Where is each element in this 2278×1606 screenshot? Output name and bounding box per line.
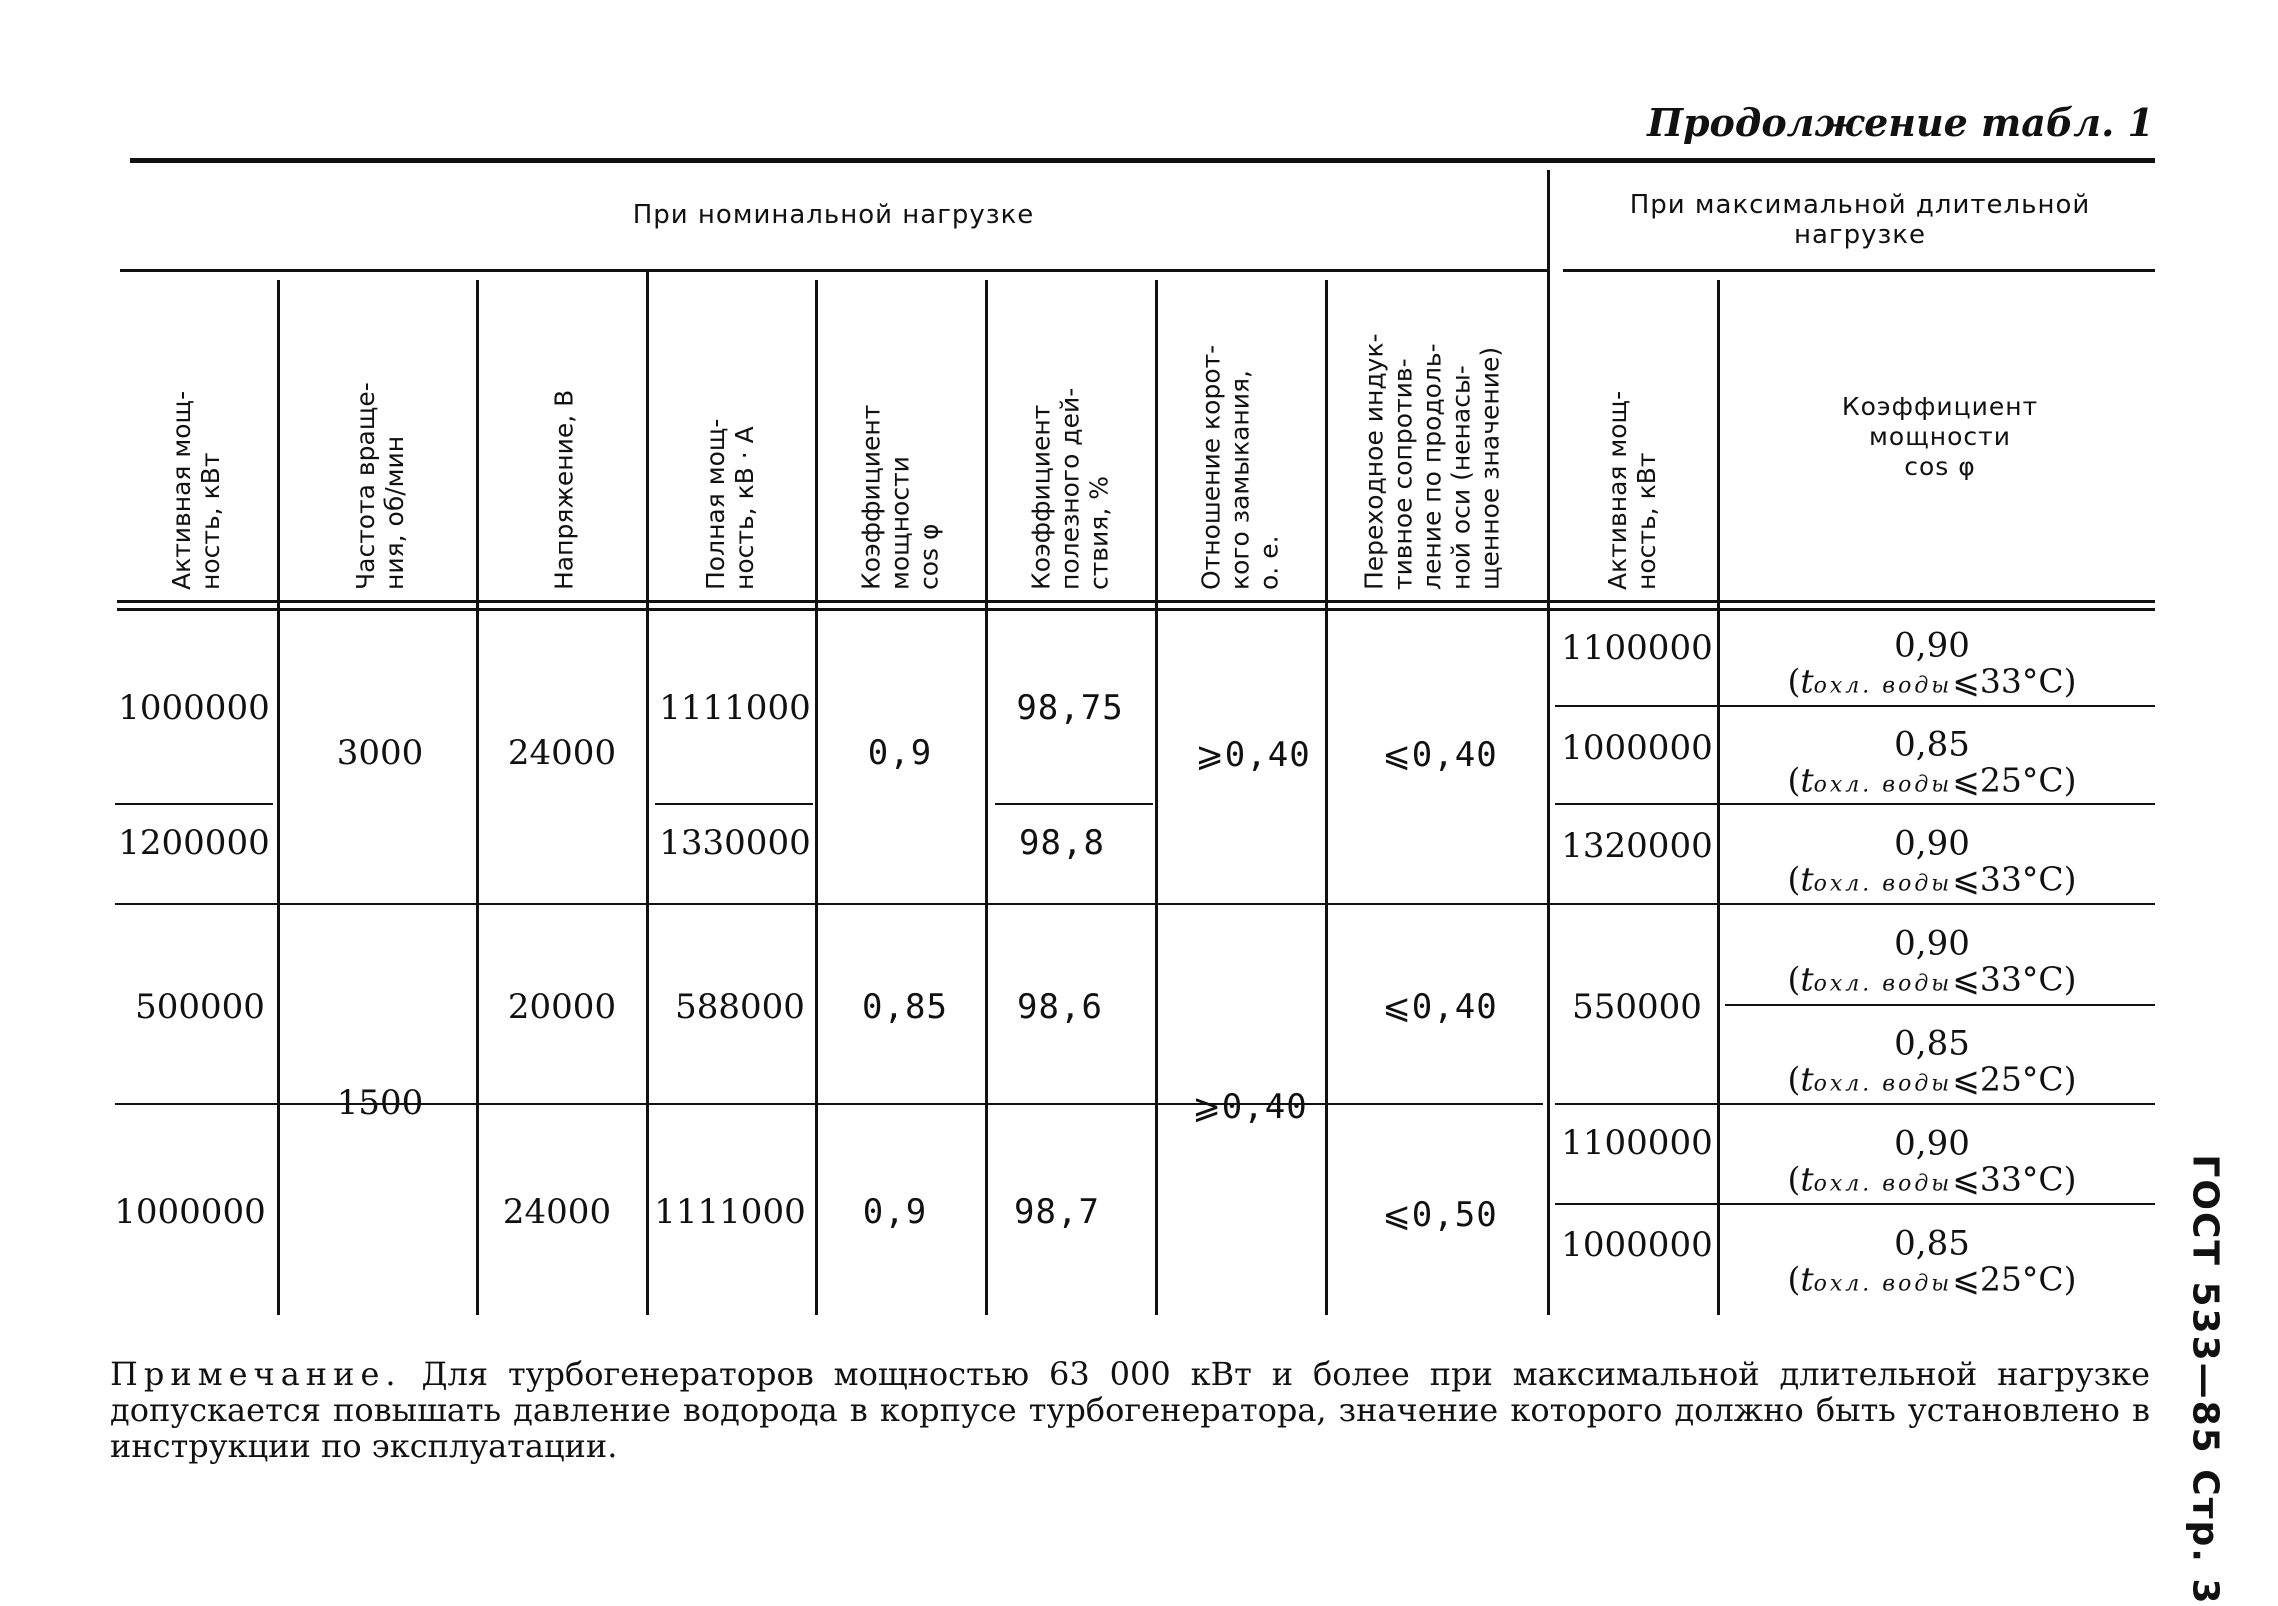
vline-7	[1325, 280, 1328, 1315]
group-header-max: При максимальной длительной нагрузке	[1629, 190, 2091, 250]
max-power-6: 1100000	[1561, 1123, 1713, 1163]
max-cos-value: 0,90	[1894, 625, 1970, 666]
nominal-power-3: 500000	[135, 987, 265, 1027]
rule-header-b	[117, 608, 2155, 611]
efficiency-1: 98,75	[1016, 688, 1124, 728]
rule-max-1	[1555, 705, 2155, 707]
max-power-1: 1100000	[1561, 628, 1713, 668]
col-header-cos-phi: Коэффициент мощности cos φ	[856, 404, 944, 590]
rule-row1-power	[115, 803, 273, 805]
group-header-nominal: При номинальной нагрузке	[632, 200, 1035, 230]
rule-max-4	[1725, 1004, 2155, 1006]
max-cos-value: 0,90	[1894, 1123, 1970, 1164]
vline-5	[985, 280, 988, 1315]
max-cos-value: 0,90	[1894, 823, 1970, 864]
voltage-3: 24000	[502, 1192, 612, 1232]
rule-group-max	[1563, 269, 2155, 272]
vline-2	[476, 280, 479, 1315]
col-header-scr: Отношение корот- кого замыкания, о. е.	[1196, 344, 1284, 590]
nominal-power-2: 1200000	[118, 823, 270, 863]
cos-phi-3: 0,9	[862, 1192, 928, 1232]
vline-6	[1155, 280, 1158, 1315]
apparent-1: 1111000	[659, 688, 811, 728]
col-header-max-cos: Коэффициент мощности cos φ	[1841, 392, 2039, 481]
col-header-voltage: Напряжение, В	[549, 389, 579, 590]
max-cos-value: 0,85	[1894, 1223, 1970, 1264]
rule-row1-eff	[995, 803, 1153, 805]
max-cos-2: 0,85 (tохл. воды⩽25°C)	[1787, 724, 2077, 800]
efficiency-4: 98,7	[1014, 1192, 1100, 1232]
table-note	[110, 1356, 2150, 1464]
rule-max-5	[1555, 1103, 2155, 1105]
cos-phi-2: 0,85	[862, 987, 948, 1027]
rule-header-a	[117, 600, 2155, 603]
apparent-4: 1111000	[654, 1192, 806, 1232]
max-power-4: 550000	[1572, 987, 1702, 1027]
rule-row1-apparent	[655, 803, 813, 805]
speed-1500: 1500	[336, 1083, 424, 1123]
voltage-2: 20000	[507, 987, 617, 1027]
max-cos-value: 0,90	[1894, 923, 1970, 964]
cos-phi-1: 0,9	[867, 733, 933, 773]
vline-4	[815, 280, 818, 1315]
efficiency-2: 98,8	[1019, 823, 1105, 863]
max-power-3: 1320000	[1561, 826, 1713, 866]
max-cos-value: 0,85	[1894, 724, 1970, 765]
max-cos-4: 0,90 (tохл. воды⩽33°C)	[1787, 923, 2077, 999]
apparent-2: 1330000	[659, 823, 811, 863]
scr-2: ⩾0,40	[1192, 1087, 1308, 1127]
vline-1	[277, 280, 280, 1315]
col-header-active-power: Активная мощ- ность, кВт	[167, 390, 225, 590]
efficiency-3: 98,6	[1017, 987, 1103, 1027]
speed-3000: 3000	[336, 733, 424, 773]
nominal-power-1: 1000000	[118, 688, 270, 728]
rule-block	[115, 903, 2155, 905]
continuation-title: Продолжение табл. 1	[1647, 100, 2154, 145]
max-cos-7: 0,85 (tохл. воды⩽25°C)	[1787, 1223, 2077, 1299]
col-header-xd: Переходное индук- тивное сопротив- ление по продоль- ной оси (ненасы- щенное значение)	[1359, 333, 1505, 590]
max-cos-3: 0,90 (tохл. воды⩽33°C)	[1787, 823, 2077, 899]
col-header-max-power: Активная мощ- ность, кВт	[1603, 390, 1661, 590]
max-power-2: 1000000	[1561, 728, 1713, 768]
vline-8	[1547, 170, 1550, 1315]
note-text: Для турбогенераторов мощностью 63 000 кВт и более при максимальной длительной нагрузке допускается повышать давление водорода в корпусе турбогенератора, значение которого должно быть установлено в инструкции по эксплуатации.	[110, 1355, 2151, 1465]
nominal-power-4: 1000000	[114, 1192, 266, 1232]
max-cos-1: 0,90 (tохл. воды⩽33°C)	[1787, 625, 2077, 701]
col-header-speed: Частота враще- ния, об/мин	[351, 382, 409, 590]
rule-row3	[115, 1103, 1543, 1105]
scr-1: ⩾0,40	[1195, 735, 1311, 775]
rule-group-nominal	[120, 269, 1547, 272]
rule-top	[130, 158, 2155, 163]
xd-2: ⩽0,40	[1382, 987, 1498, 1027]
max-power-7: 1000000	[1561, 1225, 1713, 1265]
col-header-apparent-power: Полная мощ- ность, кВ · А	[701, 418, 759, 590]
max-cos-5: 0,85 (tохл. воды⩽25°C)	[1787, 1023, 2077, 1099]
max-cos-6: 0,90 (tохл. воды⩽33°C)	[1787, 1123, 2077, 1199]
voltage-1: 24000	[507, 733, 617, 773]
xd-1: ⩽0,40	[1382, 735, 1498, 775]
xd-3: ⩽0,50	[1382, 1195, 1498, 1235]
max-cos-value: 0,85	[1894, 1023, 1970, 1064]
vline-3	[646, 272, 649, 1315]
rule-max-6	[1555, 1203, 2155, 1205]
vline-9	[1717, 280, 1720, 1315]
apparent-3: 588000	[675, 987, 805, 1027]
col-header-efficiency: Коэффициент полезного дей- ствия, %	[1026, 387, 1114, 590]
note-label: Примечание.	[110, 1355, 402, 1393]
side-page-label: ГОСТ 533—85 Стр. 3	[2184, 1154, 2226, 1606]
